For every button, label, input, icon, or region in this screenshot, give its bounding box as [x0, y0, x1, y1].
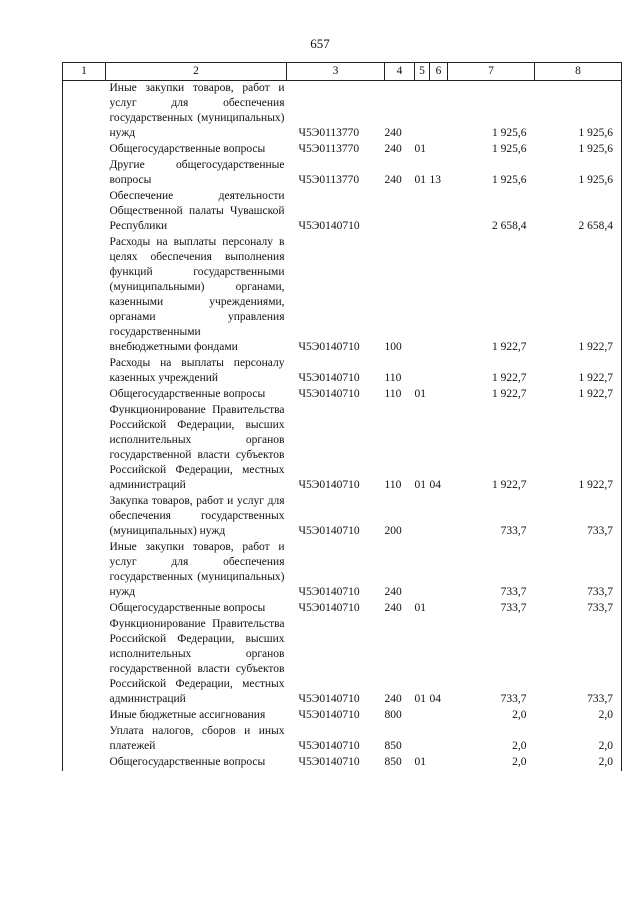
cell-section [415, 356, 430, 387]
page-number: 657 [310, 36, 330, 51]
cell-subsection [430, 142, 448, 158]
cell-section: 01 [414, 479, 426, 491]
cell-name: Иные закупки товаров, работ и услуг для обеспечения государственных (муниципальных) нужд [109, 82, 285, 139]
cell-amount-2: 1 922,7 [535, 356, 622, 387]
cell-amount-1: 1 922,7 [492, 372, 527, 384]
cell-target-article: Ч5Э0113770 [298, 174, 360, 186]
cell-empty [63, 158, 106, 189]
cell-amount-2: 2 658,4 [535, 189, 622, 235]
cell-expense-type: 240 [384, 693, 402, 705]
cell-subsection [430, 724, 448, 755]
cell-expense-type: 200 [384, 525, 402, 537]
cell-empty [63, 708, 106, 724]
cell-name: Функционирование Правительства Российской Федерации, высших исполнительных органов государственной власти субъектов Российской Федерации, местных администраций [109, 404, 285, 491]
cell-subsection [430, 540, 448, 601]
cell-subsection [430, 708, 448, 724]
cell-section: 01 [414, 602, 426, 614]
cell-target-article: Ч5Э0140710 [298, 740, 360, 752]
cell-amount-2: 733,7 [535, 617, 622, 708]
cell-subsection [430, 387, 448, 403]
cell-name: Иные бюджетные ассигнования [109, 709, 266, 721]
cell-subsection [430, 494, 448, 540]
cell-name: Уплата налогов, сборов и иных платежей [109, 725, 285, 752]
cell-expense-type: 240 [384, 602, 402, 614]
cell-name: Другие общегосударственные вопросы [109, 159, 285, 186]
budget-table [62, 62, 622, 771]
cell-name: Общегосударственные вопросы [109, 602, 266, 614]
cell-expense-type: 850 [384, 756, 402, 768]
cell-target-article: Ч5Э0140710 [298, 756, 360, 768]
cell-amount-2: 2,0 [535, 708, 622, 724]
cell-empty [63, 403, 106, 494]
cell-empty [63, 724, 106, 755]
cell-subsection [430, 601, 448, 617]
cell-section [415, 724, 430, 755]
cell-name: Иные закупки товаров, работ и услуг для обеспечения государственных (муниципальных) нужд [109, 541, 285, 598]
cell-subsection [430, 235, 448, 356]
cell-section [415, 189, 430, 235]
cell-subsection [430, 81, 448, 143]
cell-section: 01 [414, 693, 426, 705]
cell-target-article: Ч5Э0140710 [298, 693, 360, 705]
cell-empty [63, 356, 106, 387]
cell-amount-2: 2,0 [535, 755, 622, 771]
cell-expense-type: 800 [384, 709, 402, 721]
cell-amount-2: 2,0 [535, 724, 622, 755]
cell-expense-type: 110 [384, 372, 402, 384]
cell-section [415, 235, 430, 356]
header-col-8: 8 [535, 63, 622, 81]
cell-name: Обеспечение деятельности Общественной палаты Чувашской Республики [109, 190, 285, 232]
cell-amount-1: 2,0 [512, 740, 527, 752]
cell-section [415, 708, 430, 724]
cell-target-article: Ч5Э0113770 [298, 143, 360, 155]
cell-expense-type: 240 [384, 127, 402, 139]
table-row [63, 235, 622, 356]
cell-section: 01 [414, 388, 426, 400]
cell-empty [63, 142, 106, 158]
cell-name: Общегосударственные вопросы [109, 756, 266, 768]
cell-amount-1: 733,7 [500, 693, 527, 705]
cell-section: 01 [414, 143, 426, 155]
cell-target-article: Ч5Э0140710 [298, 709, 360, 721]
table-row [63, 540, 622, 601]
cell-name: Расходы на выплаты персоналу в целях обеспечения выполнения функций государственными (муниципальными) органами, казенными учреждениями, органами управления государственными внебюджетными фондами [109, 236, 285, 353]
table-row [63, 81, 622, 143]
cell-section [415, 494, 430, 540]
cell-amount-2: 1 925,6 [535, 158, 622, 189]
cell-section [415, 81, 430, 143]
cell-subsection: 13 [429, 174, 441, 186]
table-row [63, 158, 622, 189]
cell-amount-2: 733,7 [535, 540, 622, 601]
table-body [63, 81, 622, 772]
cell-expense-type [385, 189, 415, 235]
cell-amount-2: 733,7 [535, 601, 622, 617]
cell-subsection [430, 755, 448, 771]
cell-name: Общегосударственные вопросы [109, 388, 266, 400]
header-col-2: 2 [106, 63, 287, 81]
cell-amount-2: 1 925,6 [535, 142, 622, 158]
cell-amount-1: 1 922,7 [492, 479, 527, 491]
cell-amount-1: 1 922,7 [492, 388, 527, 400]
cell-empty [63, 755, 106, 771]
table-row [63, 356, 622, 387]
cell-section: 01 [414, 174, 426, 186]
cell-target-article: Ч5Э0140710 [298, 602, 360, 614]
cell-amount-2: 733,7 [535, 494, 622, 540]
cell-amount-1: 2,0 [512, 756, 527, 768]
cell-amount-1: 1 925,6 [492, 127, 527, 139]
table-row [63, 403, 622, 494]
cell-target-article: Ч5Э0140710 [298, 479, 360, 491]
cell-expense-type: 100 [384, 341, 402, 353]
header-col-6: 6 [430, 63, 448, 81]
cell-name: Закупка товаров, работ и услуг для обеспечения государственных (муниципальных) нужд [109, 495, 285, 537]
cell-empty [63, 540, 106, 601]
cell-amount-1: 2 658,4 [492, 220, 527, 232]
cell-empty [63, 235, 106, 356]
cell-expense-type: 110 [384, 388, 402, 400]
cell-target-article: Ч5Э0140710 [298, 220, 360, 232]
cell-amount-1: 1 922,7 [492, 341, 527, 353]
header-col-5: 5 [415, 63, 430, 81]
cell-amount-1: 1 925,6 [492, 143, 527, 155]
cell-expense-type: 240 [384, 174, 402, 186]
table-row [63, 601, 622, 617]
cell-amount-1: 1 925,6 [492, 174, 527, 186]
cell-subsection: 04 [429, 479, 441, 491]
cell-target-article: Ч5Э0140710 [298, 525, 360, 537]
cell-amount-2: 1 922,7 [535, 235, 622, 356]
cell-expense-type: 850 [384, 740, 402, 752]
cell-empty [63, 387, 106, 403]
table-row [63, 724, 622, 755]
cell-expense-type: 240 [384, 143, 402, 155]
cell-name: Функционирование Правительства Российской Федерации, высших исполнительных органов государственной власти субъектов Российской Федерации, местных администраций [109, 618, 285, 705]
cell-amount-2: 1 922,7 [535, 387, 622, 403]
cell-subsection: 04 [429, 693, 441, 705]
cell-empty [63, 81, 106, 143]
cell-empty [63, 494, 106, 540]
header-col-3: 3 [287, 63, 385, 81]
header-col-7: 7 [448, 63, 535, 81]
cell-empty [63, 189, 106, 235]
table-row [63, 708, 622, 724]
table-row [63, 189, 622, 235]
cell-amount-1: 2,0 [512, 709, 527, 721]
table-row [63, 387, 622, 403]
cell-target-article: Ч5Э0113770 [298, 127, 360, 139]
cell-amount-1: 733,7 [500, 602, 527, 614]
table-row [63, 617, 622, 708]
cell-section: 01 [414, 756, 426, 768]
header-col-1: 1 [63, 63, 106, 81]
cell-empty [63, 601, 106, 617]
cell-target-article: Ч5Э0140710 [298, 341, 360, 353]
cell-empty [63, 617, 106, 708]
cell-target-article: Ч5Э0140710 [298, 372, 360, 384]
cell-amount-2: 1 922,7 [535, 403, 622, 494]
table-row [63, 142, 622, 158]
cell-name: Общегосударственные вопросы [109, 143, 266, 155]
cell-expense-type: 240 [384, 586, 402, 598]
table-header [63, 63, 622, 81]
header-col-4: 4 [385, 63, 415, 81]
cell-subsection [430, 189, 448, 235]
cell-target-article: Ч5Э0140710 [298, 586, 360, 598]
cell-section [415, 540, 430, 601]
table-row [63, 755, 622, 771]
table-row [63, 494, 622, 540]
cell-target-article: Ч5Э0140710 [298, 388, 360, 400]
cell-amount-1: 733,7 [500, 525, 527, 537]
cell-amount-1: 733,7 [500, 586, 527, 598]
cell-name: Расходы на выплаты персоналу казенных учреждений [109, 357, 285, 384]
cell-expense-type: 110 [384, 479, 402, 491]
cell-amount-2: 1 925,6 [535, 81, 622, 143]
cell-subsection [430, 356, 448, 387]
